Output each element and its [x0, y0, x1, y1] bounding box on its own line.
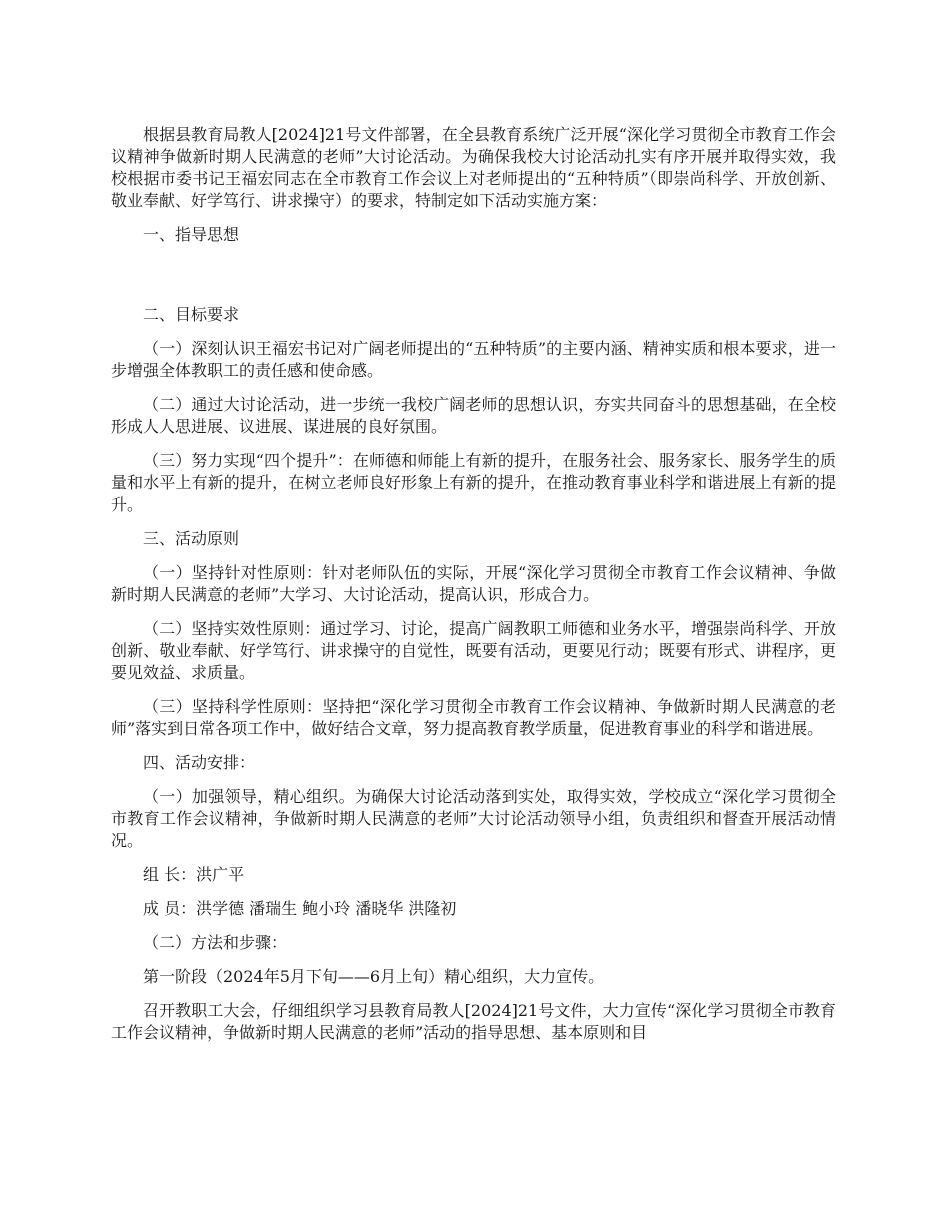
document-body [111, 124, 836, 1056]
principle-item-3: （三）坚持科学性原则：坚持把“深化学习贯彻全市教育工作会议精神、争做新时期人民满意的老师”落实到日常各项工作中，做好结合文章，努力提高教育教学质量，促进教育事业的科学和谐进展。 [111, 697, 836, 738]
phase-one-description: 召开教职工大会，仔细组织学习县教育局教人[2024]21号文件，大力宣传“深化学习贯彻全市教育工作会议精神，争做新时期人民满意的老师”活动的指导思想、基本原则和目 [111, 1001, 836, 1042]
principle-item-2: （二）坚持实效性原则：通过学习、讨论，提高广阔教职工师德和业务水平，增强崇尚科学、开放创新、敬业奉献、好学笃行、讲求操守的自觉性，既要有活动，更要见行动；既要有形式、讲程序，更要见效益、求质量。 [111, 619, 836, 682]
intro-paragraph: 根据县教育局教人[2024]21号文件部署，在全县教育系统广泛开展“深化学习贯彻全市教育工作会议精神争做新时期人民满意的老师”大讨论活动。为确保我校大讨论活动扎实有序开展并取得实效，我校根据市委书记王福宏同志在全市教育工作会议上对老师提出的“五种特质”（即崇尚科学、开放创新、敬业奉献、好学笃行、讲求操守）的要求，特制定如下活动实施方案： [111, 125, 836, 210]
principle-item-1: （一）坚持针对性原则：针对老师队伍的实际，开展“深化学习贯彻全市教育工作会议精神、争做新时期人民满意的老师”大学习、大讨论活动，提高认识，形成合力。 [111, 563, 836, 604]
section-heading-goals: 二、目标要求 [143, 305, 240, 324]
goal-item-2: （二）通过大讨论活动，进一步统一我校广阔老师的思想认识，夯实共同奋斗的思想基础，在全校形成人人思进展、议进展、谋进展的良好氛围。 [111, 395, 836, 436]
goal-item-1: （一）深刻认识王福宏书记对广阔老师提出的“五种特质”的主要内涵、精神实质和根本要求，进一步增强全体教职工的责任感和使命感。 [111, 339, 836, 380]
methods-steps-heading: （二）方法和步骤： [143, 933, 288, 952]
section-heading-guiding-ideology: 一、指导思想 [143, 225, 240, 244]
section-heading-arrangement: 四、活动安排： [143, 753, 256, 772]
team-members-line: 成 员：洪学德 潘瑞生 鲍小玲 潘晓华 洪隆初 [143, 899, 457, 918]
goal-item-3: （三）努力实现“四个提升”：在师德和师能上有新的提升，在服务社会、服务家长、服务学生的质量和水平上有新的提升，在树立老师良好形象上有新的提升，在推动教育事业科学和谐进展上有新的提升。 [111, 451, 836, 514]
team-leader-line: 组 长：洪广平 [143, 865, 245, 884]
phase-one-line: 第一阶段（2024年5月下旬——6月上旬）精心组织，大力宣传。 [143, 967, 605, 986]
section-heading-principles: 三、活动原则 [143, 529, 240, 548]
arrangement-item-1: （一）加强领导，精心组织。为确保大讨论活动落到实处，取得实效，学校成立“深化学习贯彻全市教育工作会议精神，争做新时期人民满意的老师”大讨论活动领导小组，负责组织和督查开展活动情况。 [111, 787, 836, 850]
blank-gap [111, 258, 836, 304]
